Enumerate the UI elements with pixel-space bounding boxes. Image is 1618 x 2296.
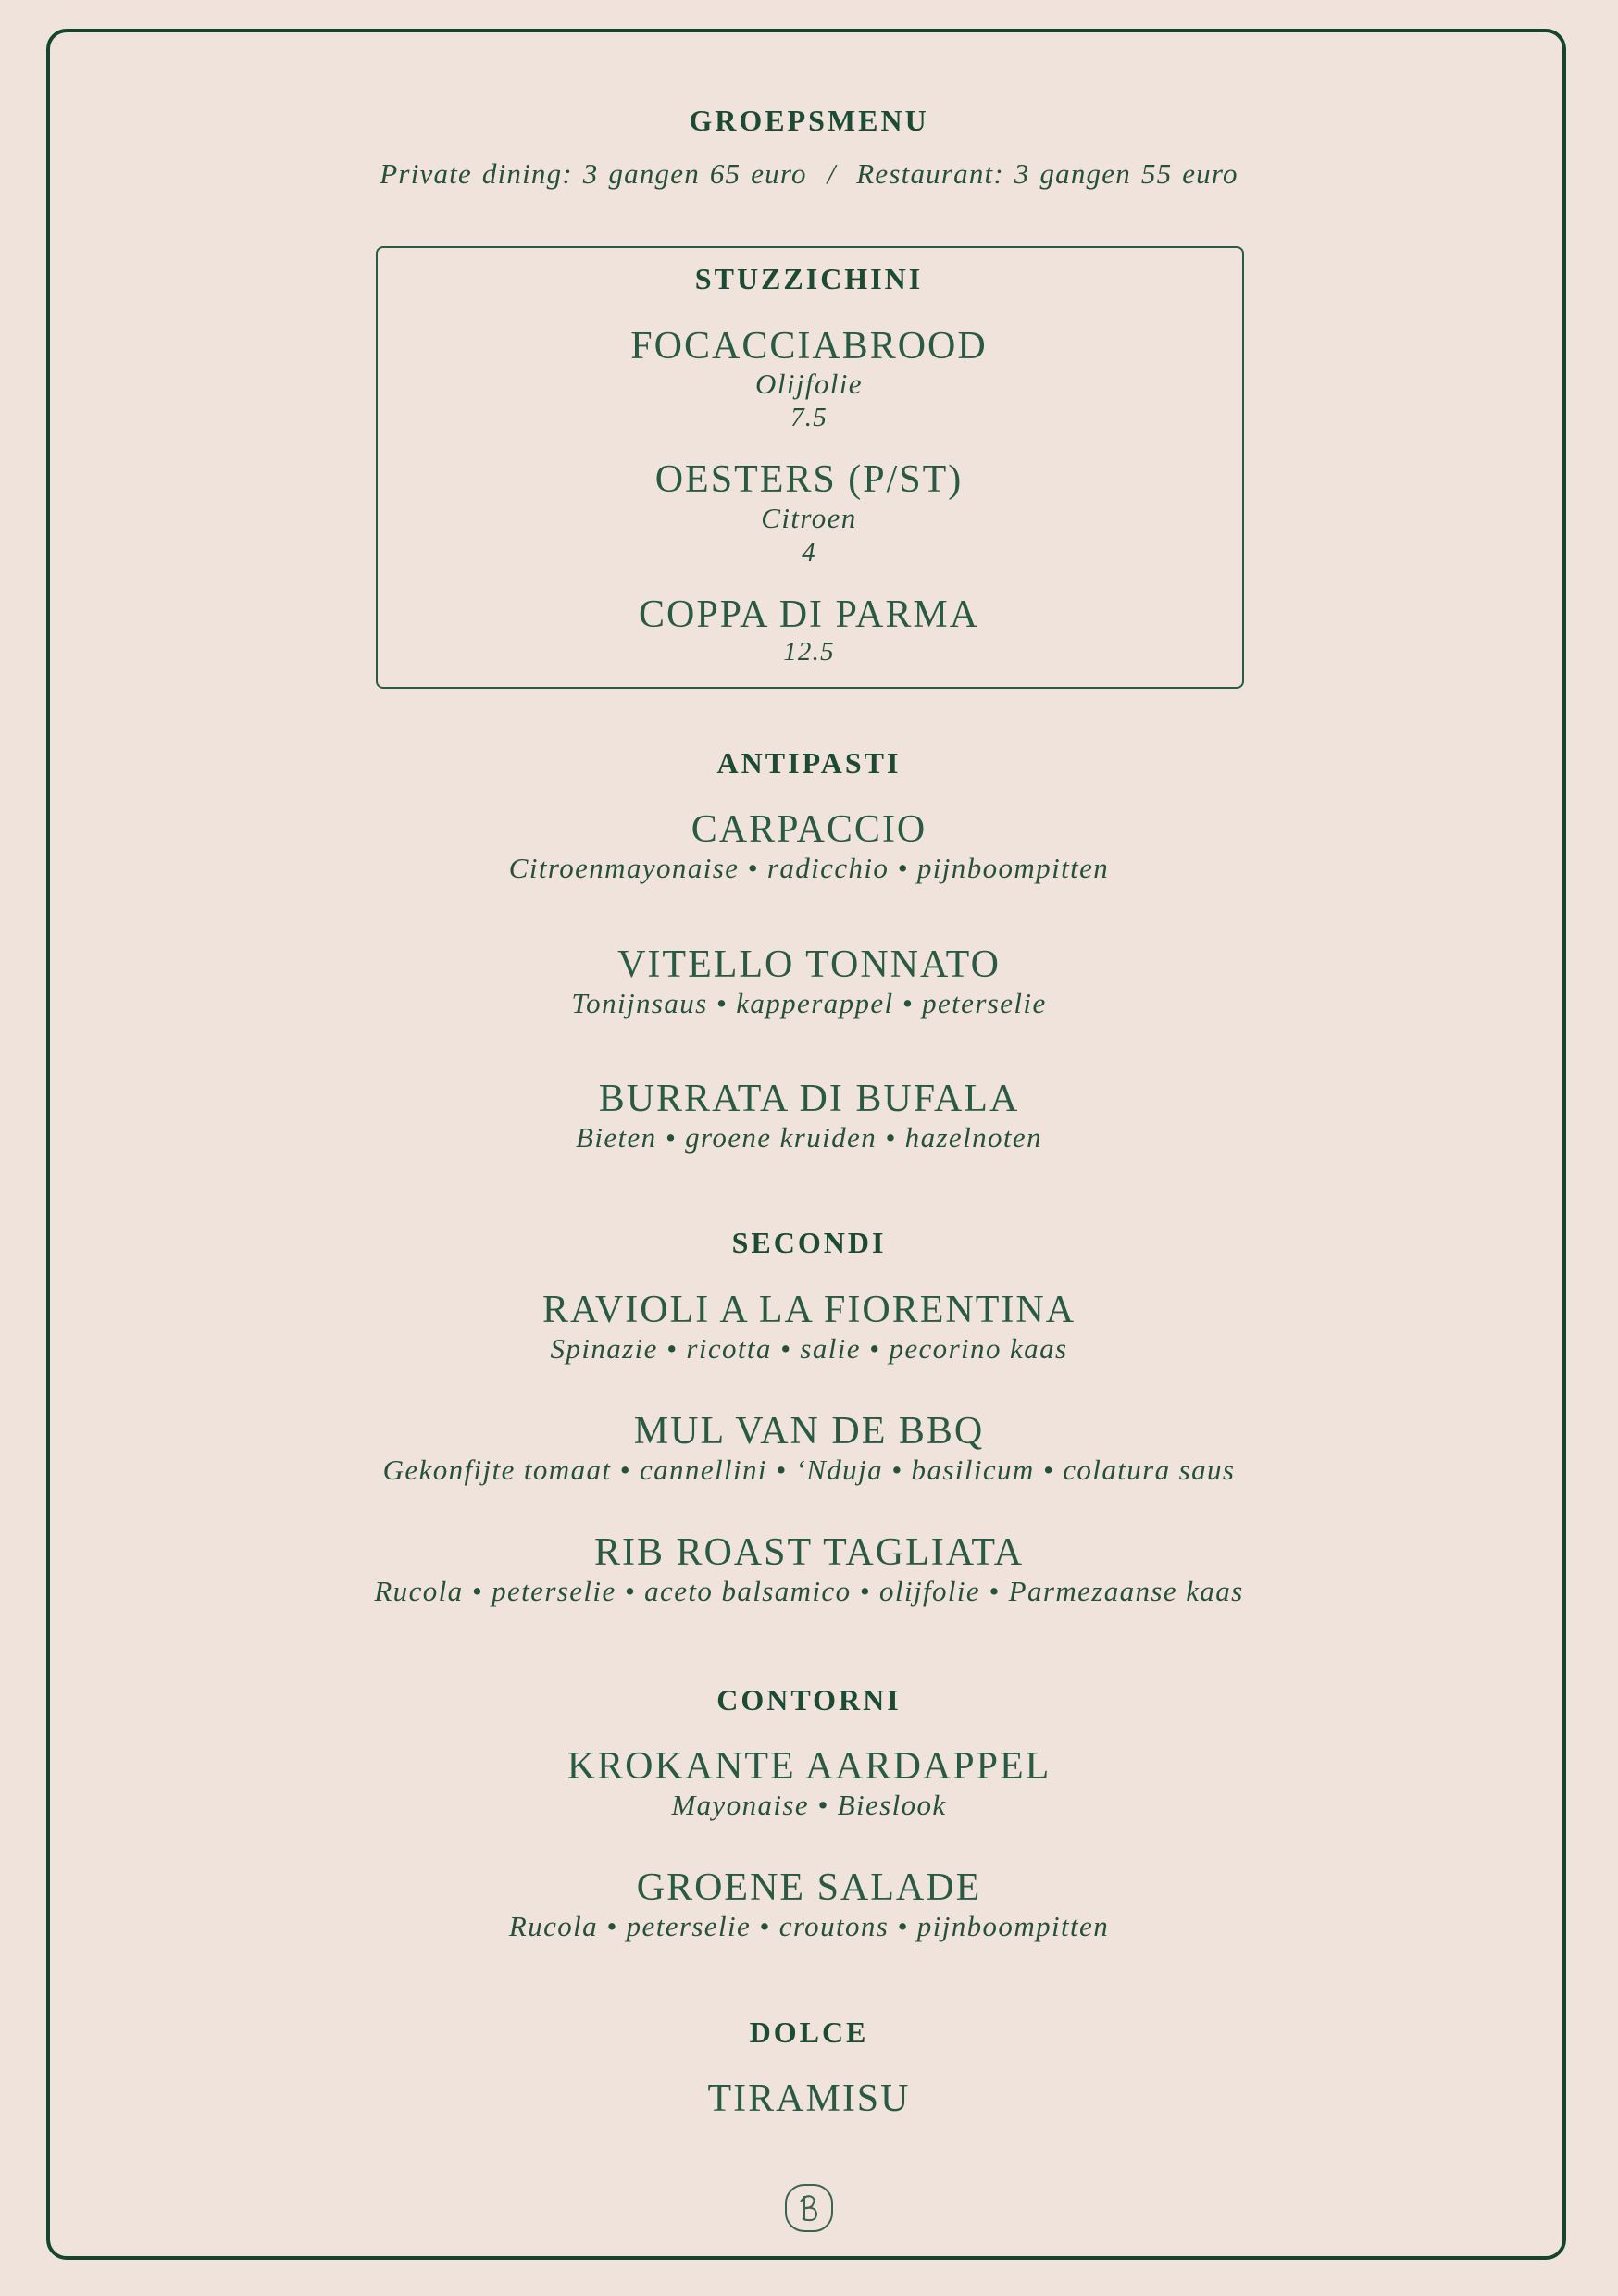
- dish-name: RIB ROAST TAGLIATA: [593, 1531, 1025, 1574]
- dish-price: 4: [802, 538, 816, 568]
- dish-description: Citroenmayonaise • radicchio • pijnboompitten: [508, 852, 1110, 884]
- dish-description: Olijfolie: [755, 368, 863, 400]
- menu-title: GROEPSMENU: [689, 104, 929, 137]
- dish-name: FOCACCIABROOD: [630, 325, 988, 368]
- dish-description: Tonijnsaus • kapperappel • peterselie: [571, 987, 1047, 1019]
- dish-description: Gekonfijte tomaat • cannellini • ‘Nduja • basilicum • colatura saus: [382, 1454, 1236, 1486]
- dish-description: Rucola • peterselie • aceto balsamico • olijfolie • Parmezaanse kaas: [374, 1575, 1244, 1607]
- dish-description: Citroen: [761, 502, 857, 534]
- dish-description: Mayonaise • Bieslook: [671, 1789, 947, 1821]
- dish-price: 7.5: [790, 403, 828, 432]
- dish-name: KROKANTE AARDAPPEL: [566, 1745, 1052, 1788]
- section-title-contorni: CONTORNI: [716, 1683, 902, 1716]
- dish-name: BURRATA DI BUFALA: [598, 1078, 1020, 1120]
- dish-name: CARPACCIO: [691, 808, 927, 851]
- dish-name: MUL VAN DE BBQ: [633, 1410, 985, 1453]
- dish-description: Rucola • peterselie • croutons • pijnboompitten: [508, 1910, 1110, 1942]
- section-title-stuzzichini: STUZZICHINI: [694, 262, 924, 295]
- dish-description: Bieten • groene kruiden • hazelnoten: [576, 1121, 1042, 1154]
- section-title-secondi: SECONDI: [731, 1226, 887, 1259]
- b-monogram-icon: [784, 2183, 834, 2233]
- dish-name: TIRAMISU: [707, 2078, 911, 2120]
- dish-description: Spinazie • ricotta • salie • pecorino kaas: [550, 1332, 1068, 1365]
- dish-name: VITELLO TONNATO: [617, 943, 1001, 986]
- section-title-antipasti: ANTIPASTI: [716, 746, 902, 780]
- dish-name: COPPA DI PARMA: [638, 593, 980, 636]
- dish-price: 12.5: [783, 637, 835, 667]
- dish-name: GROENE SALADE: [636, 1866, 982, 1909]
- section-title-dolce: DOLCE: [749, 2015, 869, 2049]
- menu-subtitle: Private dining: 3 gangen 65 euro / Restaurant: 3 gangen 55 euro: [380, 157, 1238, 190]
- dish-name: RAVIOLI A LA FIORENTINA: [541, 1289, 1077, 1331]
- dish-name: OESTERS (P/ST): [654, 458, 964, 501]
